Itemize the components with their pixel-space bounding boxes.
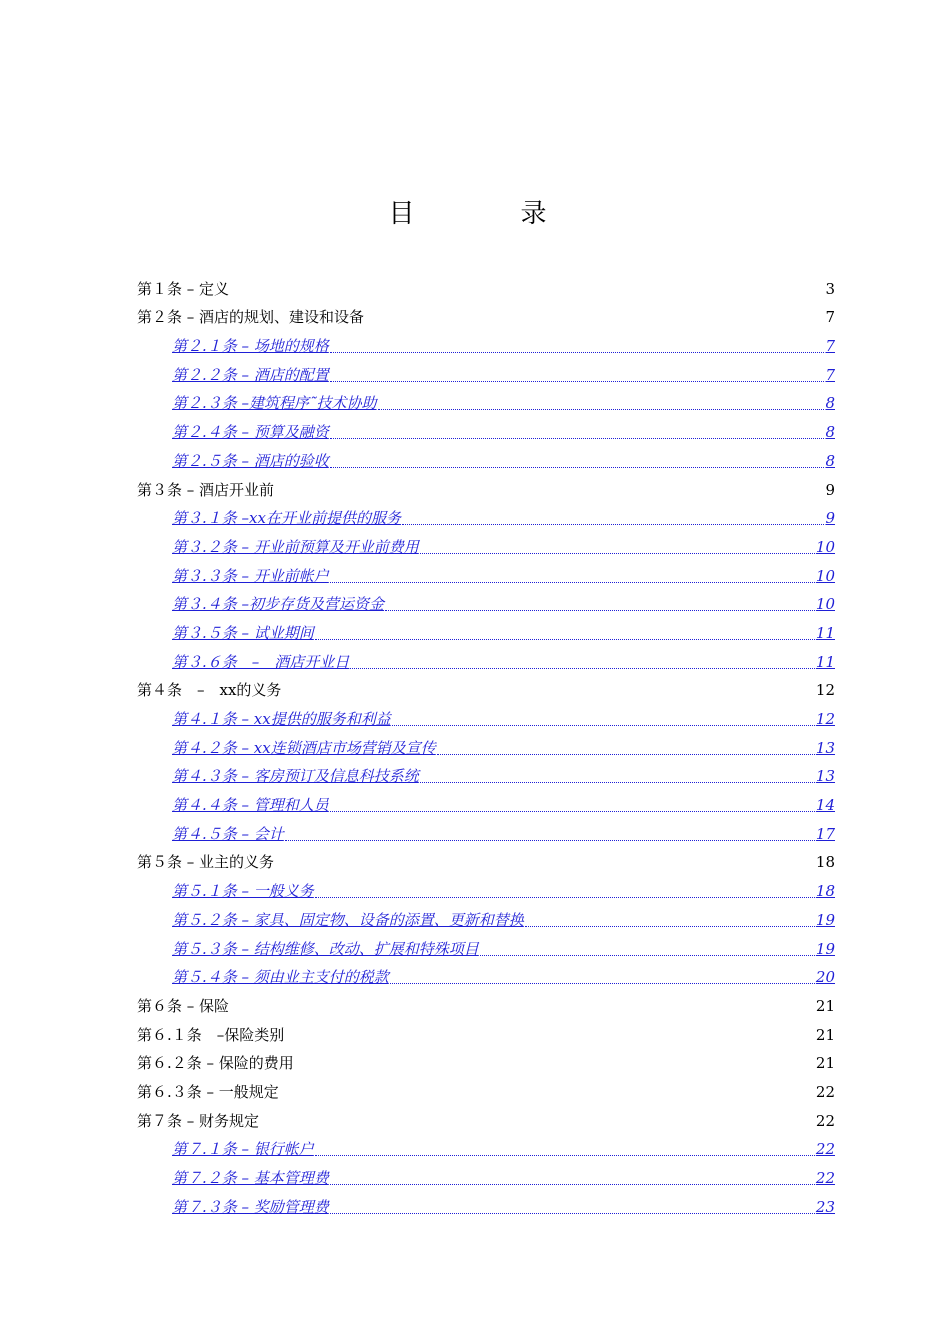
toc-leader-dots	[437, 737, 815, 755]
toc-leader-dots	[315, 880, 815, 898]
toc-entry-label: 第５.１条 – 一般义务	[172, 882, 314, 901]
toc-leader-dots	[402, 507, 824, 525]
toc-page-number: 11	[815, 623, 835, 642]
toc-leader-dots	[330, 421, 825, 439]
toc-page-number: 22	[815, 1111, 835, 1130]
toc-subentry-link[interactable]	[137, 901, 835, 930]
toc-page-number: 19	[815, 939, 835, 958]
toc-subentry-link[interactable]	[137, 959, 835, 988]
toc-entry-label: 第５.３条 – 结构维修、改动、扩展和特殊项目	[172, 939, 479, 958]
toc-subentry-link[interactable]	[137, 700, 835, 729]
toc-entry-label: 第６.１条 –保险类别	[137, 1025, 285, 1044]
toc-leader-dots	[390, 966, 815, 984]
table-of-contents	[137, 270, 835, 1217]
toc-entry-label: 第３.４条 –初步存货及营运资金	[172, 595, 385, 614]
toc-page-number: 17	[815, 824, 835, 843]
toc-entry	[137, 1073, 835, 1102]
toc-page-number: 22	[815, 1082, 835, 1101]
toc-entry-label: 第２.１条 – 场地的规格	[172, 337, 329, 356]
toc-entry-label: 第５条 – 业主的义务	[137, 853, 275, 872]
toc-subentry-link[interactable]	[137, 930, 835, 959]
toc-page-number: 9	[825, 480, 835, 499]
toc-page-number: 12	[815, 710, 835, 728]
toc-subentry-link[interactable]	[137, 1131, 835, 1160]
toc-page-number: 21	[815, 1054, 835, 1073]
toc-leader-dots	[480, 938, 815, 956]
toc-leader-dots	[330, 450, 825, 468]
toc-entry-label: 第２.４条 – 预算及融资	[172, 423, 329, 442]
toc-entry	[137, 471, 835, 500]
toc-entry-label: 第６条 – 保险	[137, 996, 230, 1015]
toc-leader-dots	[420, 536, 815, 554]
toc-page-number: 18	[815, 882, 835, 901]
toc-entry-label: 第５.２条 – 家具、固定物、设备的添置、更新和替换	[172, 910, 524, 929]
toc-page-number: 7	[825, 365, 835, 384]
toc-entry-label: 第２.２条 – 酒店的配置	[172, 365, 329, 384]
toc-entry-label: 第４.５条 – 会计	[172, 824, 284, 843]
toc-subentry-link[interactable]	[137, 729, 835, 758]
toc-page-number: 7	[825, 337, 835, 356]
toc-entry	[137, 1016, 835, 1045]
toc-subentry-link[interactable]	[137, 1188, 835, 1217]
toc-page-number: 21	[815, 996, 835, 1015]
toc-entry-label: 第５.４条 – 须由业主支付的税款	[172, 968, 389, 987]
toc-page-number: 10	[815, 566, 835, 585]
toc-page-number: 14	[815, 796, 835, 815]
toc-page-number: 18	[815, 853, 835, 872]
toc-subentry-link[interactable]	[137, 528, 835, 557]
toc-page-number: 3	[825, 279, 835, 298]
toc-entry-label: 第１条 – 定义	[137, 279, 230, 298]
toc-entry-label: 第７.２条 – 基本管理费	[172, 1169, 329, 1187]
toc-entry-label: 第４.４条 – 管理和人员	[172, 796, 329, 815]
toc-entry-label: 第４.１条 – xx提供的服务和利益	[172, 710, 391, 728]
toc-entry-label: 第７条 – 财务规定	[137, 1111, 260, 1130]
toc-page-number: 8	[825, 394, 835, 413]
toc-page-number: 22	[815, 1140, 835, 1159]
toc-page-number: 20	[815, 968, 835, 987]
toc-leader-dots	[420, 765, 815, 783]
toc-page-number: 23	[815, 1197, 835, 1216]
toc-leader-dots	[315, 622, 815, 640]
page-title: 目 录	[388, 199, 587, 229]
toc-subentry-link[interactable]	[137, 442, 835, 471]
toc-subentry-link[interactable]	[137, 786, 835, 815]
toc-page-number: 9	[825, 509, 835, 528]
toc-page-number: 8	[825, 423, 835, 442]
toc-entry-label: 第３.１条 –xx在开业前提供的服务	[172, 509, 401, 528]
toc-leader-dots	[330, 565, 815, 583]
toc-subentry-link[interactable]	[137, 1159, 835, 1188]
toc-leader-dots	[525, 909, 815, 927]
toc-entry	[137, 987, 835, 1016]
toc-entry-label: 第２条 – 酒店的规划、建设和设备	[137, 308, 365, 327]
toc-leader-dots	[350, 651, 815, 669]
toc-entry-label: 第４条 – xx的义务	[137, 681, 282, 700]
toc-entry	[137, 1102, 835, 1131]
toc-leader-dots	[392, 708, 815, 726]
toc-page-number: 13	[815, 767, 835, 786]
toc-leader-dots	[330, 1167, 815, 1185]
toc-subentry-link[interactable]	[137, 643, 835, 672]
toc-subentry-link[interactable]	[137, 614, 835, 643]
toc-entry-label: 第３.２条 – 开业前预算及开业前费用	[172, 537, 419, 556]
toc-leader-dots	[378, 392, 825, 410]
toc-entry-label: 第３.３条 – 开业前帐户	[172, 566, 329, 585]
toc-leader-dots	[330, 335, 825, 353]
toc-subentry-link[interactable]	[137, 385, 835, 414]
toc-entry-label: 第３.５条 – 试业期间	[172, 623, 314, 642]
toc-page-number: 12	[815, 681, 835, 700]
toc-entry-label: 第４.２条 – xx连锁酒店市场营销及宣传	[172, 738, 436, 757]
toc-page-number: 22	[815, 1169, 835, 1187]
toc-entry	[137, 270, 835, 299]
toc-leader-dots	[330, 794, 815, 812]
toc-subentry-link[interactable]	[137, 500, 835, 529]
toc-leader-dots	[285, 823, 815, 841]
toc-entry-label: 第６.３条 – 一般规定	[137, 1082, 279, 1101]
toc-entry	[137, 1045, 835, 1074]
toc-subentry-link[interactable]	[137, 872, 835, 901]
toc-page-number: 10	[815, 537, 835, 556]
toc-leader-dots	[315, 1138, 815, 1156]
toc-subentry-link[interactable]	[137, 356, 835, 385]
toc-entry	[137, 299, 835, 328]
toc-page-number: 7	[825, 308, 835, 327]
toc-entry-label: 第７.３条 – 奖励管理费	[172, 1197, 329, 1216]
toc-subentry-link[interactable]	[137, 327, 835, 356]
toc-entry-label: 第７.１条 – 银行帐户	[172, 1140, 314, 1159]
toc-entry-label: 第２.５条 – 酒店的验收	[172, 451, 329, 470]
toc-subentry-link[interactable]	[137, 557, 835, 586]
toc-page-number: 10	[815, 595, 835, 614]
toc-page-number: 21	[815, 1025, 835, 1044]
toc-page-number: 11	[815, 652, 835, 671]
toc-page-number: 19	[815, 910, 835, 929]
toc-entry	[137, 672, 835, 701]
toc-leader-dots	[385, 593, 815, 611]
toc-entry-label: 第３条 – 酒店开业前	[137, 480, 275, 499]
toc-leader-dots	[330, 364, 825, 382]
toc-leader-dots	[330, 1196, 815, 1214]
toc-subentry-link[interactable]	[137, 586, 835, 615]
toc-entry	[137, 844, 835, 873]
toc-page-number: 13	[815, 738, 835, 757]
toc-entry-label: 第６.２条 – 保险的费用	[137, 1054, 294, 1073]
toc-subentry-link[interactable]	[137, 413, 835, 442]
toc-subentry-link[interactable]	[137, 758, 835, 787]
toc-entry-label: 第４.３条 – 客房预订及信息科技系统	[172, 767, 419, 786]
toc-entry-label: 第３.６条 – 酒店开业日	[172, 652, 350, 671]
toc-subentry-link[interactable]	[137, 815, 835, 844]
toc-entry-label: 第２.３条 –建筑程序˜技术协助	[172, 394, 377, 413]
toc-page-number: 8	[825, 451, 835, 470]
